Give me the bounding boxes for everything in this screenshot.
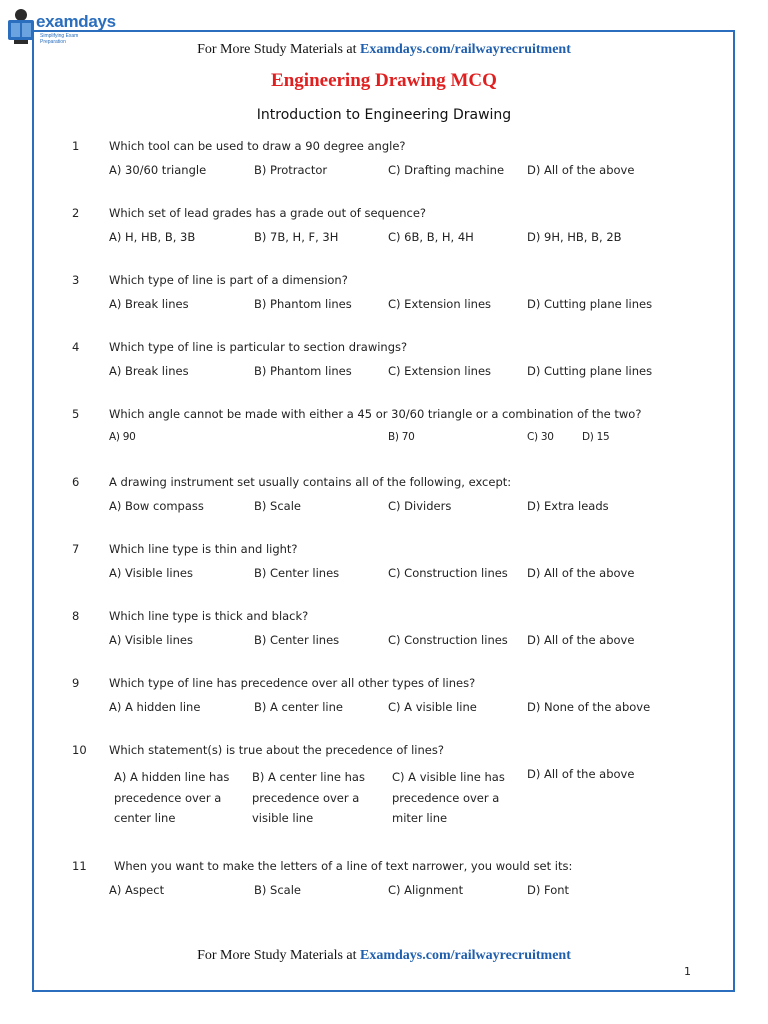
question-text: Which type of line has precedence over all other types of lines? — [109, 676, 476, 690]
question-number: 11 — [72, 859, 87, 873]
option-c: C) Drafting machine — [388, 163, 505, 177]
option-b: B) Center lines — [254, 633, 340, 647]
option-a: A) A hidden line has precedence over a center line — [114, 770, 230, 825]
header-prefix: For More Study Materials at — [197, 42, 361, 57]
option-d: D) All of the above — [527, 163, 635, 177]
footer-prefix: For More Study Materials at — [197, 948, 361, 963]
option-c: C) Extension lines — [388, 364, 492, 378]
option-c: C) Construction lines — [388, 566, 508, 580]
question-text: Which type of line is particular to section drawings? — [109, 340, 408, 354]
option-c: C) Construction lines — [388, 633, 508, 647]
option-d: D) Font — [527, 883, 570, 897]
option-a: A) Visible lines — [109, 566, 193, 580]
option-c: C) 30 — [527, 431, 554, 443]
option-a: A) Aspect — [109, 883, 165, 897]
option-b: B) A center line — [254, 700, 343, 714]
option-d: D) All of the above — [527, 566, 635, 580]
option-c: C) Dividers — [388, 499, 452, 513]
option-d: D) Cutting plane lines — [527, 364, 653, 378]
option-a: A) Bow compass — [109, 499, 204, 513]
page-number: 1 — [684, 965, 691, 978]
question-number: 1 — [72, 139, 80, 153]
option-b: B) Phantom lines — [254, 364, 352, 378]
option-a: A) 90 — [109, 431, 136, 443]
question-number: 6 — [72, 475, 80, 489]
option-a: A) H, HB, B, 3B — [109, 230, 196, 244]
option-b: B) Scale — [254, 883, 301, 897]
question-number: 4 — [72, 340, 80, 354]
question-text: Which statement(s) is true about the precedence of lines? — [109, 743, 444, 757]
header-link[interactable]: Examdays.com/railwayrecruitment — [360, 42, 571, 57]
question-number: 8 — [72, 609, 80, 623]
option-a: A) Break lines — [109, 364, 189, 378]
option-a: A) 30/60 triangle — [109, 163, 207, 177]
logo-tagline: Simplifying Exam Preparation — [40, 33, 79, 45]
option-b: B) 7B, H, F, 3H — [254, 230, 339, 244]
option-c: C) Extension lines — [388, 297, 492, 311]
option-d: D) None of the above — [527, 700, 651, 714]
logo-wordmark: examdays — [36, 12, 116, 31]
question-text: Which set of lead grades has a grade out of sequence? — [109, 206, 427, 220]
option-d: D) All of the above — [527, 633, 635, 647]
question-number: 3 — [72, 273, 80, 287]
option-b: B) Scale — [254, 499, 301, 513]
option-d: D) Extra leads — [527, 499, 609, 513]
question-text: Which tool can be used to draw a 90 degree angle? — [109, 139, 406, 153]
option-b: B) 70 — [388, 431, 415, 443]
examdays-logo — [4, 8, 116, 45]
option-c: C) A visible line has precedence over a miter line — [392, 770, 505, 825]
question-text: Which line type is thin and light? — [109, 542, 298, 556]
option-c: C) A visible line — [388, 700, 477, 714]
question-text: Which angle cannot be made with either a 45 or 30/60 triangle or a combination of the two? — [109, 407, 642, 421]
option-d: D) All of the above — [527, 767, 635, 781]
question-text: Which line type is thick and black? — [109, 609, 309, 623]
footer-link[interactable]: Examdays.com/railwayrecruitment — [360, 948, 571, 963]
question-number: 7 — [72, 542, 80, 556]
option-a: A) Visible lines — [109, 633, 193, 647]
question-text: When you want to make the letters of a line of text narrower, you would set its: — [114, 859, 573, 873]
option-d: D) Cutting plane lines — [527, 297, 653, 311]
question-number: 9 — [72, 676, 80, 690]
header-note — [0, 42, 768, 58]
option-b: B) Phantom lines — [254, 297, 352, 311]
option-b: B) Center lines — [254, 566, 340, 580]
footer-note — [0, 948, 768, 964]
option-b: B) Protractor — [254, 163, 328, 177]
option-c: C) 6B, B, H, 4H — [388, 230, 474, 244]
question-number: 10 — [72, 743, 87, 757]
page-title: Engineering Drawing MCQ — [271, 70, 497, 91]
option-d: D) 15 — [582, 431, 610, 443]
question-text: A drawing instrument set usually contains all of the following, except: — [109, 475, 512, 489]
option-a: A) Break lines — [109, 297, 189, 311]
question-number: 5 — [72, 407, 80, 421]
option-d: D) 9H, HB, B, 2B — [527, 230, 622, 244]
page-subtitle: Introduction to Engineering Drawing — [256, 107, 512, 123]
reader-icon — [4, 8, 38, 44]
question-number: 2 — [72, 206, 80, 220]
question-text: Which type of line is part of a dimension? — [109, 273, 348, 287]
option-c: C) Alignment — [388, 883, 464, 897]
option-a: A) A hidden line — [109, 700, 201, 714]
option-b: B) A center line has precedence over a visible line — [252, 770, 365, 825]
